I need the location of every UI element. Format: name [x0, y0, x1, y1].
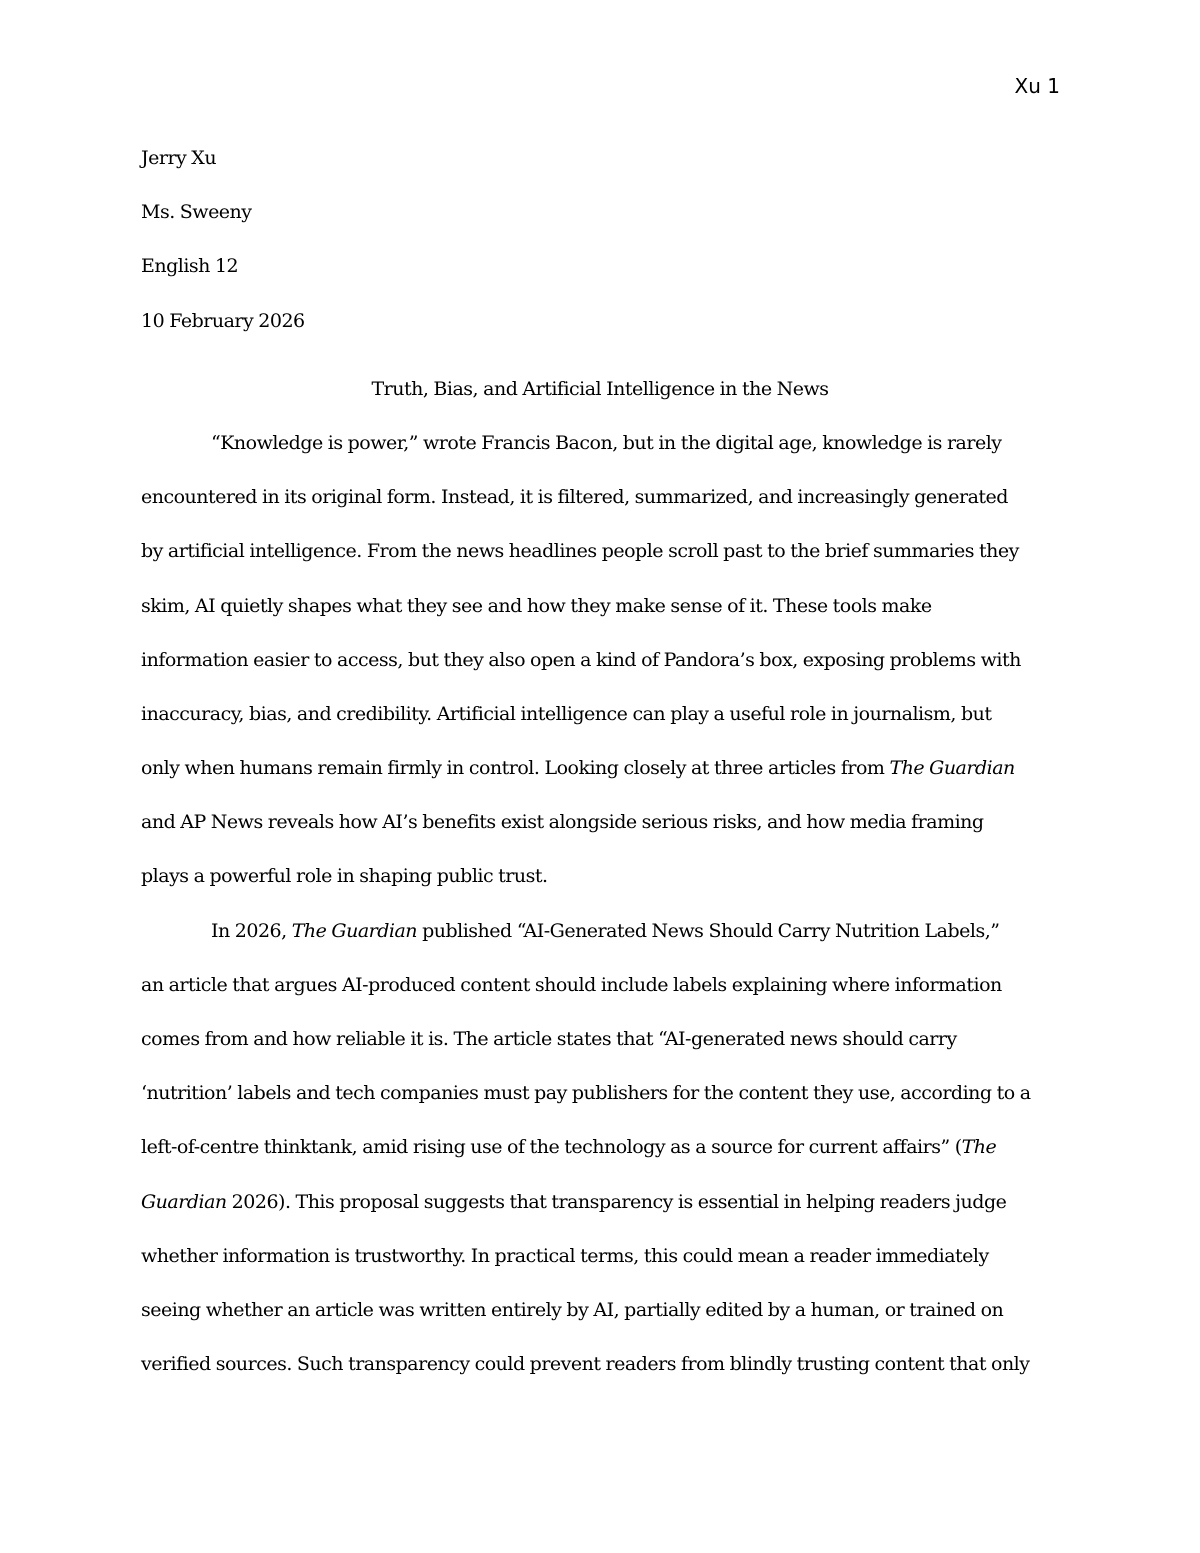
publication-title: The Guardian — [291, 919, 418, 942]
text-run: left-of-centre thinktank, amid rising use of the technology as a source for current affairs” ( — [141, 1136, 962, 1159]
running-header — [1015, 72, 1060, 100]
paragraph-2 — [141, 913, 1059, 1401]
publication-title: Guardian — [141, 1190, 227, 1213]
paragraph-line — [141, 750, 1059, 804]
essay-date: 10 February 2026 — [141, 309, 305, 332]
course-name: English 12 — [141, 255, 239, 278]
paragraph-line: “Knowledge is power,” wrote Francis Bacon, but in the digital age, knowledge is rarely — [211, 431, 1002, 454]
paragraph-line — [141, 913, 1059, 967]
paragraph-line: whether information is trustworthy. In practical terms, this could mean a reader immediately — [141, 1244, 989, 1267]
header-surname: Xu — [1014, 74, 1041, 98]
paragraph-line — [141, 1184, 1059, 1238]
paragraph-line: plays a powerful role in shaping public trust. — [141, 865, 548, 888]
paragraph-line: inaccuracy, bias, and credibility. Artificial intelligence can play a useful role in journalism, but — [141, 702, 992, 725]
paragraph-line: seeing whether an article was written entirely by AI, partially edited by a human, or trained on — [141, 1298, 1004, 1321]
publication-title: The Guardian — [889, 757, 1015, 780]
text-run: published “AI-Generated News Should Carry Nutrition Labels,” — [417, 919, 1000, 942]
paragraph-line: comes from and how reliable it is. The article states that “AI-generated news should carry — [141, 1028, 957, 1050]
paragraph-line: verified sources. Such transparency could prevent readers from blindly trusting content that only — [141, 1353, 1030, 1376]
paragraph-line: encountered in its original form. Instead, it is filtered, summarized, and increasingly generated — [141, 486, 1008, 509]
student-name: Jerry Xu — [141, 147, 217, 169]
paragraph-line: by artificial intelligence. From the news headlines people scroll past to the brief summaries they — [141, 540, 1019, 563]
paragraph-line: ‘nutrition’ labels and tech companies must pay publishers for the content they use, according to a — [141, 1082, 1031, 1105]
text-run: 2026). This proposal suggests that transparency is essential in helping readers judge — [226, 1190, 1007, 1213]
publication-title: The — [961, 1136, 997, 1159]
page-number: 1 — [1047, 74, 1060, 98]
paragraph-line: information easier to access, but they also open a kind of Pandora’s box, exposing problems with — [141, 648, 1021, 671]
paragraph-line: skim, AI quietly shapes what they see and how they make sense of it. These tools make — [141, 594, 932, 617]
paragraph-line — [141, 1129, 1059, 1183]
paragraph-line: an article that argues AI-produced content should include labels explaining where information — [141, 973, 1002, 996]
text-run: In 2026, — [211, 919, 292, 942]
paragraph-1 — [141, 425, 1059, 913]
teacher-name: Ms. Sweeny — [141, 201, 252, 224]
paragraph-line: and AP News reveals how AI’s benefits exist alongside serious risks, and how media framing — [141, 811, 984, 834]
text-run: only when humans remain firmly in control. Looking closely at three articles from — [141, 757, 890, 780]
document-body — [141, 140, 1059, 1400]
essay-title: Truth, Bias, and Artificial Intelligence in the News — [371, 377, 829, 400]
